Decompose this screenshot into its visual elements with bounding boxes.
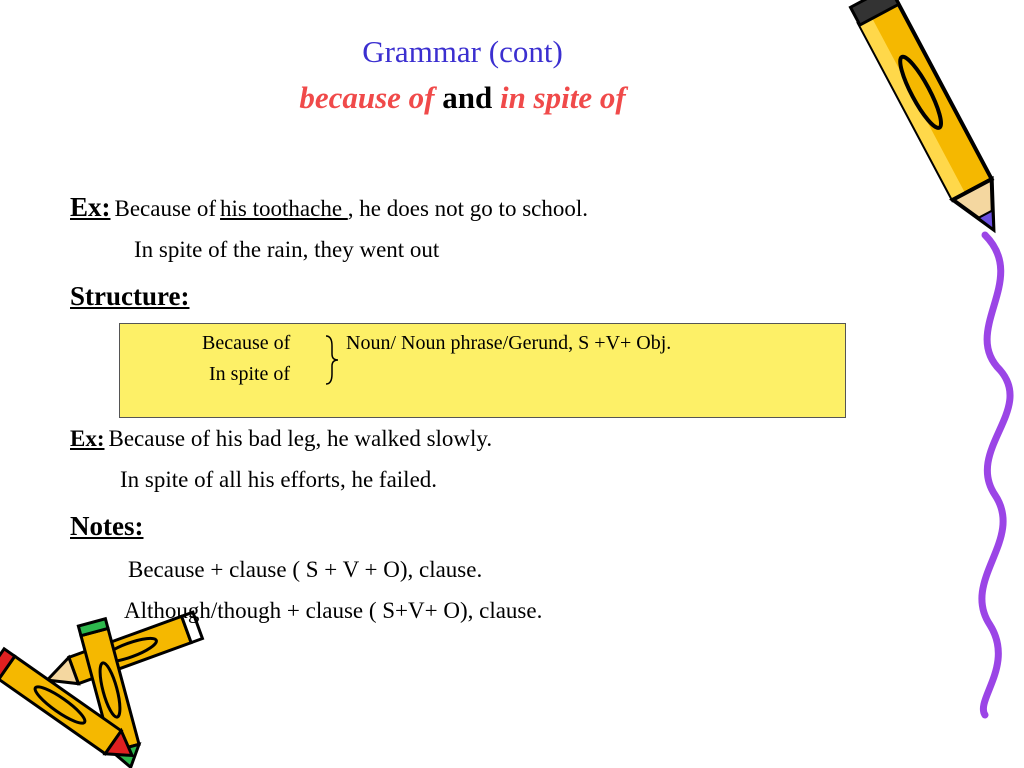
structure-box	[119, 323, 846, 418]
example2-s1-phrase: Because of	[108, 426, 211, 451]
example1-s1-rest: , he does not go to school.	[347, 196, 588, 221]
example2-label: Ex:	[70, 426, 105, 451]
example2-s2-rest: all his efforts, he failed.	[213, 467, 438, 492]
example2-s1-rest: his bad leg, he walked slowly.	[210, 426, 493, 451]
structure-because-of: Because of	[202, 332, 291, 354]
notes-line2: Although/though + clause ( S+V+ O), clause.	[124, 598, 543, 623]
subtitle-and: and	[434, 80, 500, 115]
crossed-pencils-icon	[0, 612, 202, 768]
notes-label: Notes:	[70, 511, 144, 541]
slide-title: Grammar (cont)	[362, 34, 563, 69]
example2-line1	[70, 426, 492, 452]
subtitle-because-of: because of	[299, 80, 435, 115]
subtitle-in-spite-of: in spite of	[499, 80, 626, 115]
example1-s1-phrase: Because of	[114, 196, 217, 221]
squiggle-line-icon	[982, 235, 1010, 715]
example1-label: Ex:	[70, 192, 111, 222]
example2-s2-phrase: In spite of	[120, 467, 214, 492]
example1-s2-phrase: In spite of	[134, 237, 228, 262]
structure-label: Structure:	[70, 281, 190, 311]
example2-line2	[120, 467, 437, 493]
structure-in-spite-of: In spite of	[209, 363, 291, 385]
example1-line2	[134, 237, 439, 263]
example1-s2-rest: the rain, they went out	[227, 237, 440, 262]
brace-icon	[323, 334, 341, 386]
notes-line1: Because + clause ( S + V + O), clause.	[128, 557, 483, 582]
example1-line1	[70, 192, 588, 223]
slide-subtitle	[0, 80, 925, 116]
example1-s1-object: his toothache	[220, 196, 348, 221]
structure-pattern: Noun/ Noun phrase/Gerund, S +V+ Obj.	[346, 332, 672, 354]
